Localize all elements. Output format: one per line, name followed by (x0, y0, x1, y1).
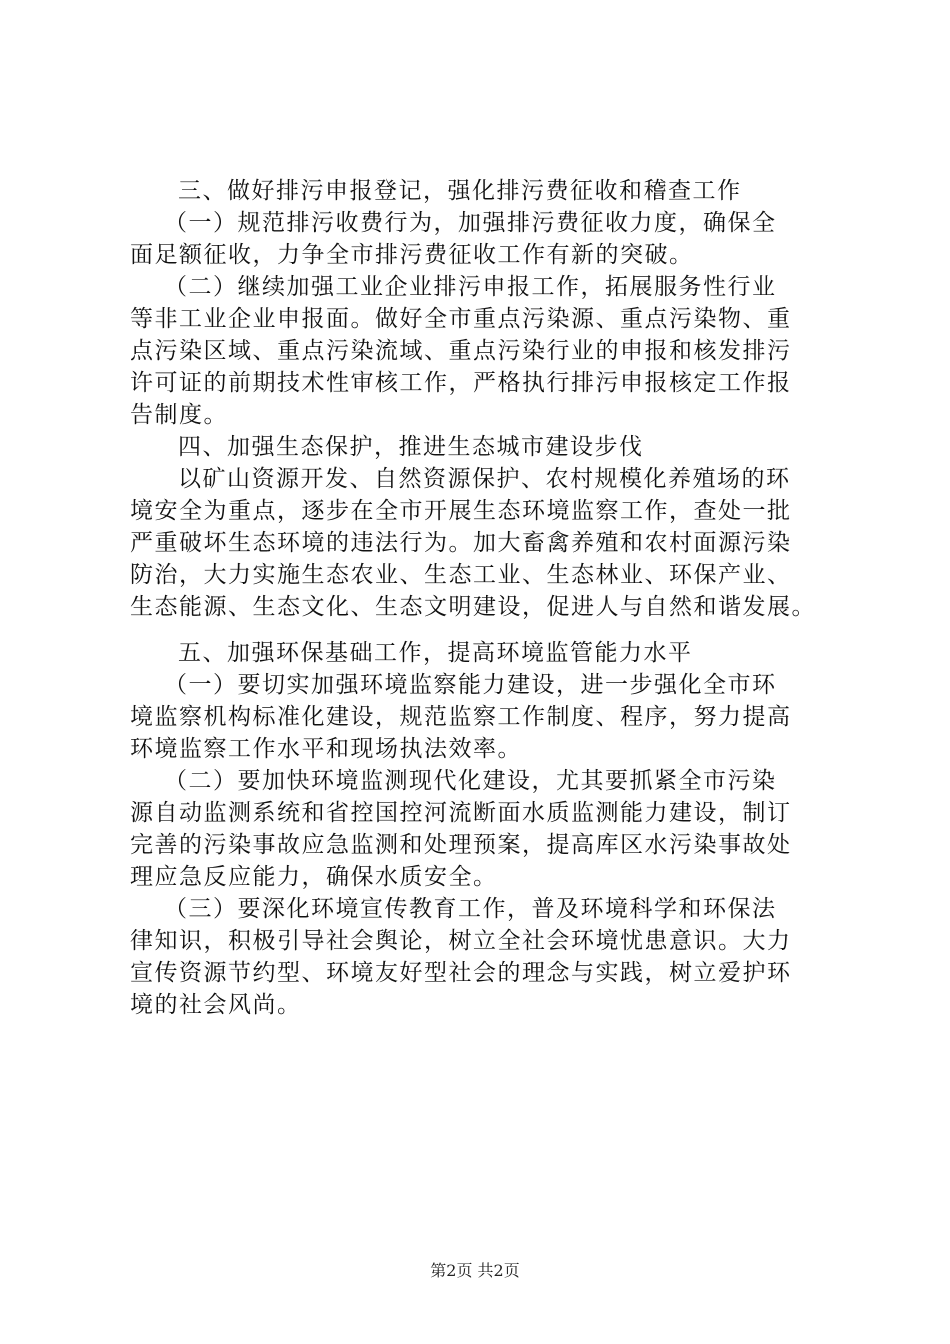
paragraph-line: 完善的污染事故应急监测和处理预案，提高库区水污染事故处 (130, 832, 792, 858)
section-heading-4: 四、加强生态保护，推进生态城市建设步伐 (178, 434, 644, 460)
paragraph-line: （三）要深化环境宣传教育工作，普及环境科学和环保法 (164, 896, 777, 922)
paragraph-line: （二）要加快环境监测现代化建设，尤其要抓紧全市污染 (164, 768, 777, 794)
paragraph-line: 律知识，积极引导社会舆论，树立全社会环境忧患意识。大力 (130, 928, 792, 954)
paragraph-line: 许可证的前期技术性审核工作，严格执行排污申报核定工作报 (130, 370, 792, 396)
paragraph-line: 告制度。 (130, 402, 228, 428)
paragraph-line: 境安全为重点，逐步在全市开展生态环境监察工作，查处一批 (130, 498, 792, 524)
paragraph-line: 境的社会风尚。 (130, 992, 302, 1018)
paragraph-line: 以矿山资源开发、自然资源保护、农村规模化养殖场的环 (178, 466, 791, 492)
paragraph-line: 面足额征收，力争全市排污费征收工作有新的突破。 (130, 242, 694, 268)
paragraph-line: 防治，大力实施生态农业、生态工业、生态林业、环保产业、 (130, 562, 792, 588)
paragraph-line: 等非工业企业申报面。做好全市重点污染源、重点污染物、重 (130, 306, 792, 332)
paragraph-line: 环境监察工作水平和现场执法效率。 (130, 736, 522, 762)
paragraph-line: 严重破坏生态环境的违法行为。加大畜禽养殖和农村面源污染 (130, 530, 792, 556)
paragraph-line: （一）规范排污收费行为，加强排污费征收力度，确保全 (164, 210, 777, 236)
paragraph-line: （二）继续加强工业企业排污申报工作，拓展服务性行业 (164, 274, 777, 300)
paragraph-line: 点污染区域、重点污染流域、重点污染行业的申报和核发排污 (130, 338, 792, 364)
page-number-footer: 第2页 共2页 (430, 1261, 520, 1280)
paragraph-line: 宣传资源节约型、环境友好型社会的理念与实践，树立爱护环 (130, 960, 792, 986)
section-heading-3: 三、做好排污申报登记，强化排污费征收和稽查工作 (178, 178, 742, 204)
paragraph-line: 境监察机构标准化建设，规范监察工作制度、程序，努力提高 (130, 704, 792, 730)
paragraph-line: 源自动监测系统和省控国控河流断面水质监测能力建设，制订 (130, 800, 792, 826)
paragraph-line: 理应急反应能力，确保水质安全。 (130, 864, 498, 890)
section-heading-5: 五、加强环保基础工作，提高环境监管能力水平 (178, 640, 693, 666)
paragraph-line: 生态能源、生态文化、生态文明建设，促进人与自然和谐发展。 (130, 594, 816, 620)
paragraph-line: （一）要切实加强环境监察能力建设，进一步强化全市环 (164, 672, 777, 698)
